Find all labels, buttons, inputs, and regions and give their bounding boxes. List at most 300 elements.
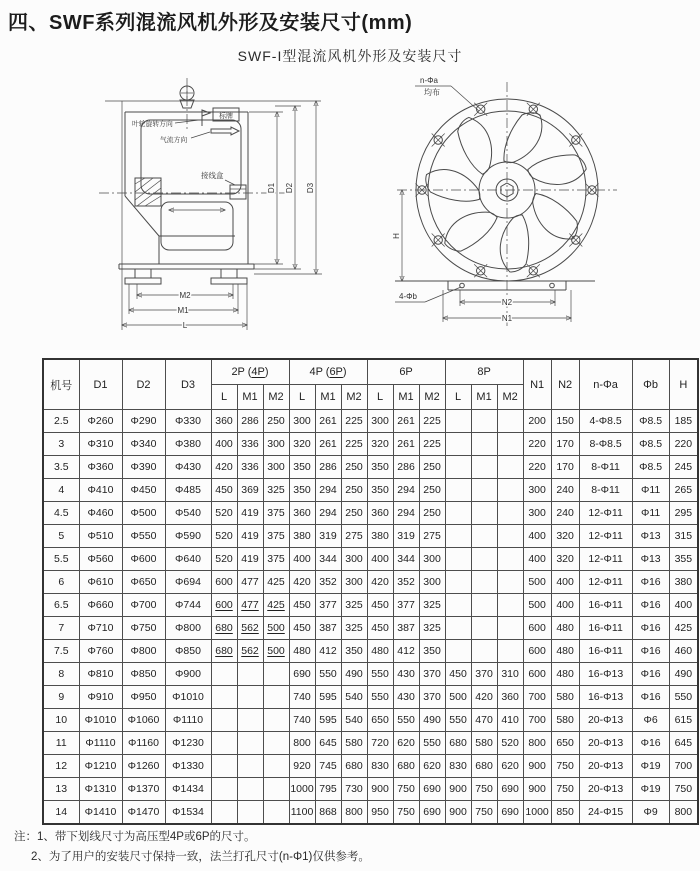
table-cell: 12	[43, 755, 79, 778]
table-cell: 20-Φ13	[579, 778, 632, 801]
table-cell: 360	[367, 502, 393, 525]
table-cell: Φ8.5	[632, 456, 669, 479]
table-cell: 325	[419, 617, 445, 640]
table-cell: 375	[263, 525, 289, 548]
table-cell	[263, 755, 289, 778]
table-cell: 300	[341, 548, 367, 571]
table-cell: 800	[523, 732, 551, 755]
table-row	[43, 502, 698, 525]
table-cell: 450	[445, 663, 471, 686]
table-row	[43, 571, 698, 594]
page-title: 四、SWF系列混流风机外形及安装尺寸(mm)	[8, 12, 413, 34]
table-cell: 540	[341, 686, 367, 709]
table-cell	[237, 732, 263, 755]
table-cell: 520	[211, 525, 237, 548]
dim-m2: M2	[179, 291, 191, 300]
table-cell: Φ16	[632, 663, 669, 686]
table-cell: 295	[669, 502, 698, 525]
table-cell: 480	[551, 663, 579, 686]
table-cell: 800	[289, 732, 315, 755]
table-cell	[445, 433, 471, 456]
table-cell: Φ13	[632, 525, 669, 548]
table-cell: 700	[523, 709, 551, 732]
table-cell: Φ1410	[79, 801, 122, 825]
table-cell: 750	[471, 801, 497, 825]
table-cell: 680	[471, 755, 497, 778]
side-view-drawing	[75, 68, 340, 358]
front-view-drawing	[385, 68, 700, 368]
footnotes	[14, 828, 370, 867]
table-cell	[211, 663, 237, 686]
table-cell: 400	[551, 571, 579, 594]
table-cell: 600	[211, 594, 237, 617]
table-cell: 420	[471, 686, 497, 709]
table-cell: 868	[315, 801, 341, 825]
table-cell: 480	[367, 640, 393, 663]
table-cell: 500	[263, 640, 289, 663]
group-4p-pre: 4P (	[309, 366, 330, 378]
table-cell: 319	[393, 525, 419, 548]
base-holes-callout	[395, 287, 461, 302]
table-cell: 12-Φ11	[579, 548, 632, 571]
table-cell	[497, 640, 523, 663]
table-cell: 400	[289, 548, 315, 571]
table-cell: 690	[419, 778, 445, 801]
table-cell: 370	[419, 686, 445, 709]
table-cell: 220	[669, 433, 698, 456]
table-cell	[445, 594, 471, 617]
table-cell: 369	[237, 479, 263, 502]
table-cell: 375	[263, 502, 289, 525]
table-cell	[497, 548, 523, 571]
table-cell: 680	[341, 755, 367, 778]
table-cell: 562	[237, 617, 263, 640]
table-cell	[263, 732, 289, 755]
airflow-arrow-icon	[211, 127, 239, 135]
table-cell: 615	[669, 709, 698, 732]
table-cell: 1000	[523, 801, 551, 825]
table-cell: 500	[263, 617, 289, 640]
table-cell: 360	[497, 686, 523, 709]
table-cell: 261	[315, 433, 341, 456]
table-cell: 261	[393, 433, 419, 456]
table-cell: 470	[471, 709, 497, 732]
table-cell: 294	[315, 502, 341, 525]
table-cell	[445, 640, 471, 663]
table-cell: 150	[551, 410, 579, 433]
table-cell: Φ410	[79, 479, 122, 502]
table-cell: 490	[341, 663, 367, 686]
table-cell: Φ1160	[122, 732, 165, 755]
table-cell: Φ850	[122, 663, 165, 686]
table-cell: 430	[393, 663, 419, 686]
dim-n2: N2	[501, 298, 513, 307]
table-cell: Φ910	[79, 686, 122, 709]
table-cell: 294	[393, 479, 419, 502]
table-cell: 4.5	[43, 502, 79, 525]
table-cell: 9	[43, 686, 79, 709]
table-row	[43, 801, 698, 825]
table-cell	[445, 479, 471, 502]
table-cell: 430	[393, 686, 419, 709]
table-cell: 286	[315, 456, 341, 479]
table-cell: 730	[341, 778, 367, 801]
table-cell	[497, 525, 523, 548]
table-cell: 425	[669, 617, 698, 640]
group-2p-underlined: 4P	[251, 366, 265, 378]
table-cell: 350	[341, 640, 367, 663]
table-cell: 580	[471, 732, 497, 755]
table-cell	[445, 502, 471, 525]
table-cell: 8-Φ11	[579, 479, 632, 502]
subheader-l: L	[367, 385, 393, 410]
dim-d2: D2	[285, 182, 294, 194]
subheader-m2: M2	[341, 385, 367, 410]
table-cell	[471, 571, 497, 594]
group-2p-pre: 2P (	[231, 366, 252, 378]
table-cell	[471, 594, 497, 617]
table-row	[43, 548, 698, 571]
table-cell: 550	[419, 732, 445, 755]
subheader-m2: M2	[419, 385, 445, 410]
table-cell: 562	[237, 640, 263, 663]
table-cell: 320	[551, 548, 579, 571]
table-cell	[211, 709, 237, 732]
table-cell	[497, 502, 523, 525]
table-cell: 620	[393, 732, 419, 755]
flange-holes-callout	[415, 76, 479, 111]
footnote-line-1: 注：1、带下划线尺寸为高压型4P或6P的尺寸。	[14, 831, 256, 843]
table-cell: Φ560	[79, 548, 122, 571]
table-cell	[445, 571, 471, 594]
table-cell: 377	[315, 594, 341, 617]
nameplate-label: 标牌	[219, 113, 233, 120]
table-cell: 16-Φ13	[579, 663, 632, 686]
table-cell: 690	[497, 778, 523, 801]
table-cell	[263, 778, 289, 801]
table-cell: 550	[367, 663, 393, 686]
table-cell: Φ610	[79, 571, 122, 594]
dim-m1: M1	[177, 306, 189, 315]
table-cell: 319	[315, 525, 341, 548]
table-cell: 325	[341, 617, 367, 640]
table-cell	[263, 686, 289, 709]
table-cell	[497, 456, 523, 479]
table-cell: 400	[669, 594, 698, 617]
dim-n1: N1	[501, 314, 513, 323]
table-cell: 750	[669, 778, 698, 801]
table-cell: Φ1330	[165, 755, 211, 778]
table-cell: 12-Φ11	[579, 525, 632, 548]
table-cell: 336	[237, 456, 263, 479]
table-cell: Φ310	[79, 433, 122, 456]
table-cell: 16-Φ11	[579, 594, 632, 617]
subheader-m1: M1	[393, 385, 419, 410]
table-cell: Φ1470	[122, 801, 165, 825]
table-cell: 325	[341, 594, 367, 617]
table-cell: Φ1260	[122, 755, 165, 778]
table-cell: 419	[237, 502, 263, 525]
table-cell	[471, 456, 497, 479]
table-cell: Φ540	[165, 502, 211, 525]
table-cell: 745	[315, 755, 341, 778]
header-group-4p	[289, 359, 367, 385]
table-cell: 690	[419, 801, 445, 825]
table-cell: 650	[551, 732, 579, 755]
table-cell: 350	[419, 640, 445, 663]
header-phi-b: Φb	[632, 359, 669, 410]
dimension-table	[42, 358, 699, 825]
mounting-base	[395, 281, 595, 290]
table-cell	[471, 410, 497, 433]
table-cell: 550	[669, 686, 698, 709]
table-cell: Φ19	[632, 755, 669, 778]
table-cell: 250	[419, 479, 445, 502]
table-cell: 490	[669, 663, 698, 686]
table-cell: Φ340	[122, 433, 165, 456]
table-cell: 750	[393, 778, 419, 801]
table-cell: 325	[419, 594, 445, 617]
table-cell: 387	[315, 617, 341, 640]
table-cell: 600	[523, 617, 551, 640]
table-cell: 300	[263, 433, 289, 456]
table-cell: 680	[211, 640, 237, 663]
table-cell: 480	[551, 640, 579, 663]
table-cell: 220	[523, 456, 551, 479]
subheader-m2: M2	[263, 385, 289, 410]
table-cell: 170	[551, 456, 579, 479]
table-cell: Φ1434	[165, 778, 211, 801]
table-cell: Φ1534	[165, 801, 211, 825]
table-cell: 370	[419, 663, 445, 686]
header-n-phi-a: n-Φa	[579, 359, 632, 410]
table-cell: 920	[289, 755, 315, 778]
header-group-2p	[211, 359, 289, 385]
table-cell: 500	[523, 594, 551, 617]
subheader-m1: M1	[237, 385, 263, 410]
table-cell: 185	[669, 410, 698, 433]
table-cell: 300	[367, 410, 393, 433]
table-cell: 3.5	[43, 456, 79, 479]
table-cell: Φ760	[79, 640, 122, 663]
table-cell	[497, 594, 523, 617]
subheader-m1: M1	[471, 385, 497, 410]
table-cell: 300	[523, 479, 551, 502]
table-cell: 830	[367, 755, 393, 778]
table-cell: 450	[289, 617, 315, 640]
table-cell: Φ380	[165, 433, 211, 456]
table-cell: Φ460	[79, 502, 122, 525]
table-cell: Φ1010	[79, 709, 122, 732]
table-cell: 750	[551, 778, 579, 801]
table-cell: Φ330	[165, 410, 211, 433]
table-cell: 220	[523, 433, 551, 456]
table-cell: 740	[289, 709, 315, 732]
table-cell: 419	[237, 548, 263, 571]
subheader-l: L	[445, 385, 471, 410]
table-cell: 350	[367, 479, 393, 502]
table-cell: 680	[211, 617, 237, 640]
group-4p-underlined: 6P	[329, 366, 343, 378]
table-cell: Φ16	[632, 732, 669, 755]
table-cell: Φ19	[632, 778, 669, 801]
table-cell: 352	[393, 571, 419, 594]
table-cell: Φ8.5	[632, 410, 669, 433]
dimension-table-body	[43, 410, 698, 825]
table-cell: 294	[393, 502, 419, 525]
table-cell: Φ710	[79, 617, 122, 640]
table-row	[43, 778, 698, 801]
table-cell: 450	[367, 617, 393, 640]
table-cell: 412	[393, 640, 419, 663]
table-cell: 740	[289, 686, 315, 709]
subheader-m1: M1	[315, 385, 341, 410]
table-cell: 12-Φ11	[579, 571, 632, 594]
table-cell: Φ550	[122, 525, 165, 548]
table-cell	[471, 479, 497, 502]
table-cell: 420	[367, 571, 393, 594]
table-cell	[471, 617, 497, 640]
table-row	[43, 410, 698, 433]
table-cell: 520	[211, 548, 237, 571]
table-cell: 520	[497, 732, 523, 755]
table-cell: 477	[237, 571, 263, 594]
table-cell: 275	[419, 525, 445, 548]
table-cell: 360	[289, 502, 315, 525]
table-cell: Φ694	[165, 571, 211, 594]
table-cell: 350	[367, 456, 393, 479]
table-cell	[471, 640, 497, 663]
table-cell: 900	[523, 755, 551, 778]
header-n2: N2	[551, 359, 579, 410]
table-cell: 380	[669, 571, 698, 594]
table-cell: Φ16	[632, 594, 669, 617]
table-cell: 900	[367, 778, 393, 801]
table-cell: 250	[419, 456, 445, 479]
table-cell	[497, 410, 523, 433]
table-cell: 620	[419, 755, 445, 778]
table-cell: Φ1230	[165, 732, 211, 755]
table-cell: Φ1210	[79, 755, 122, 778]
table-row	[43, 594, 698, 617]
table-cell: 620	[497, 755, 523, 778]
table-row	[43, 456, 698, 479]
table-cell: 550	[445, 709, 471, 732]
table-cell: 300	[523, 502, 551, 525]
table-cell: 6	[43, 571, 79, 594]
table-cell: 2.5	[43, 410, 79, 433]
header-d1: D1	[79, 359, 122, 410]
table-cell	[211, 778, 237, 801]
table-cell: 680	[445, 732, 471, 755]
table-cell: Φ1370	[122, 778, 165, 801]
table-cell: 400	[367, 548, 393, 571]
table-cell: 344	[393, 548, 419, 571]
table-cell: 400	[211, 433, 237, 456]
table-cell: Φ1110	[79, 732, 122, 755]
table-row	[43, 433, 698, 456]
table-cell: 690	[289, 663, 315, 686]
subheader-m2: M2	[497, 385, 523, 410]
table-cell: 325	[263, 479, 289, 502]
table-cell: 355	[669, 548, 698, 571]
table-cell	[497, 571, 523, 594]
table-cell: 240	[551, 479, 579, 502]
table-cell: 336	[237, 433, 263, 456]
footnote-line-2: 2、为了用户的安装尺寸保持一致，法兰打孔尺寸(n-Φ1)仅供参考。	[31, 850, 370, 863]
table-cell: 20-Φ13	[579, 709, 632, 732]
table-cell: Φ850	[165, 640, 211, 663]
table-cell: 425	[263, 571, 289, 594]
table-cell: 480	[289, 640, 315, 663]
table-cell: 261	[315, 410, 341, 433]
table-cell	[445, 548, 471, 571]
table-cell: 286	[393, 456, 419, 479]
table-cell: 690	[497, 801, 523, 825]
table-cell: Φ1110	[165, 709, 211, 732]
table-cell	[237, 755, 263, 778]
table-cell: 294	[315, 479, 341, 502]
table-cell: Φ590	[165, 525, 211, 548]
table-row	[43, 663, 698, 686]
table-cell: Φ810	[79, 663, 122, 686]
table-cell: 750	[393, 801, 419, 825]
table-cell: 375	[263, 548, 289, 571]
table-cell	[211, 686, 237, 709]
table-cell: Φ1010	[165, 686, 211, 709]
header-d2: D2	[122, 359, 165, 410]
dim-l: L	[182, 321, 188, 330]
table-cell: 387	[393, 617, 419, 640]
table-cell: 225	[419, 410, 445, 433]
table-cell: 850	[551, 801, 579, 825]
table-cell	[237, 709, 263, 732]
table-cell: 645	[315, 732, 341, 755]
table-cell: 580	[551, 686, 579, 709]
table-cell: 450	[289, 594, 315, 617]
table-cell	[263, 663, 289, 686]
table-cell: Φ13	[632, 548, 669, 571]
table-cell: 412	[315, 640, 341, 663]
table-cell: Φ360	[79, 456, 122, 479]
table-cell: 377	[393, 594, 419, 617]
table-cell: 11	[43, 732, 79, 755]
table-cell: 8-Φ8.5	[579, 433, 632, 456]
table-cell: 420	[289, 571, 315, 594]
table-cell: 950	[367, 801, 393, 825]
group-2p-post: )	[264, 366, 269, 378]
table-cell: 480	[551, 617, 579, 640]
table-cell	[445, 456, 471, 479]
table-cell: 320	[289, 433, 315, 456]
table-cell: 460	[669, 640, 698, 663]
table-cell: 600	[523, 640, 551, 663]
table-cell	[445, 525, 471, 548]
table-cell: 380	[289, 525, 315, 548]
flange-holes-label: n-Φa	[420, 76, 438, 85]
table-cell: 250	[341, 502, 367, 525]
table-row	[43, 479, 698, 502]
table-cell: 245	[669, 456, 698, 479]
table-cell: 450	[367, 594, 393, 617]
table-cell: Φ500	[122, 502, 165, 525]
table-cell: 265	[669, 479, 698, 502]
table-cell: Φ600	[122, 548, 165, 571]
table-cell: 12-Φ11	[579, 502, 632, 525]
table-cell: 400	[551, 594, 579, 617]
table-cell: Φ800	[122, 640, 165, 663]
header-d3: D3	[165, 359, 211, 410]
